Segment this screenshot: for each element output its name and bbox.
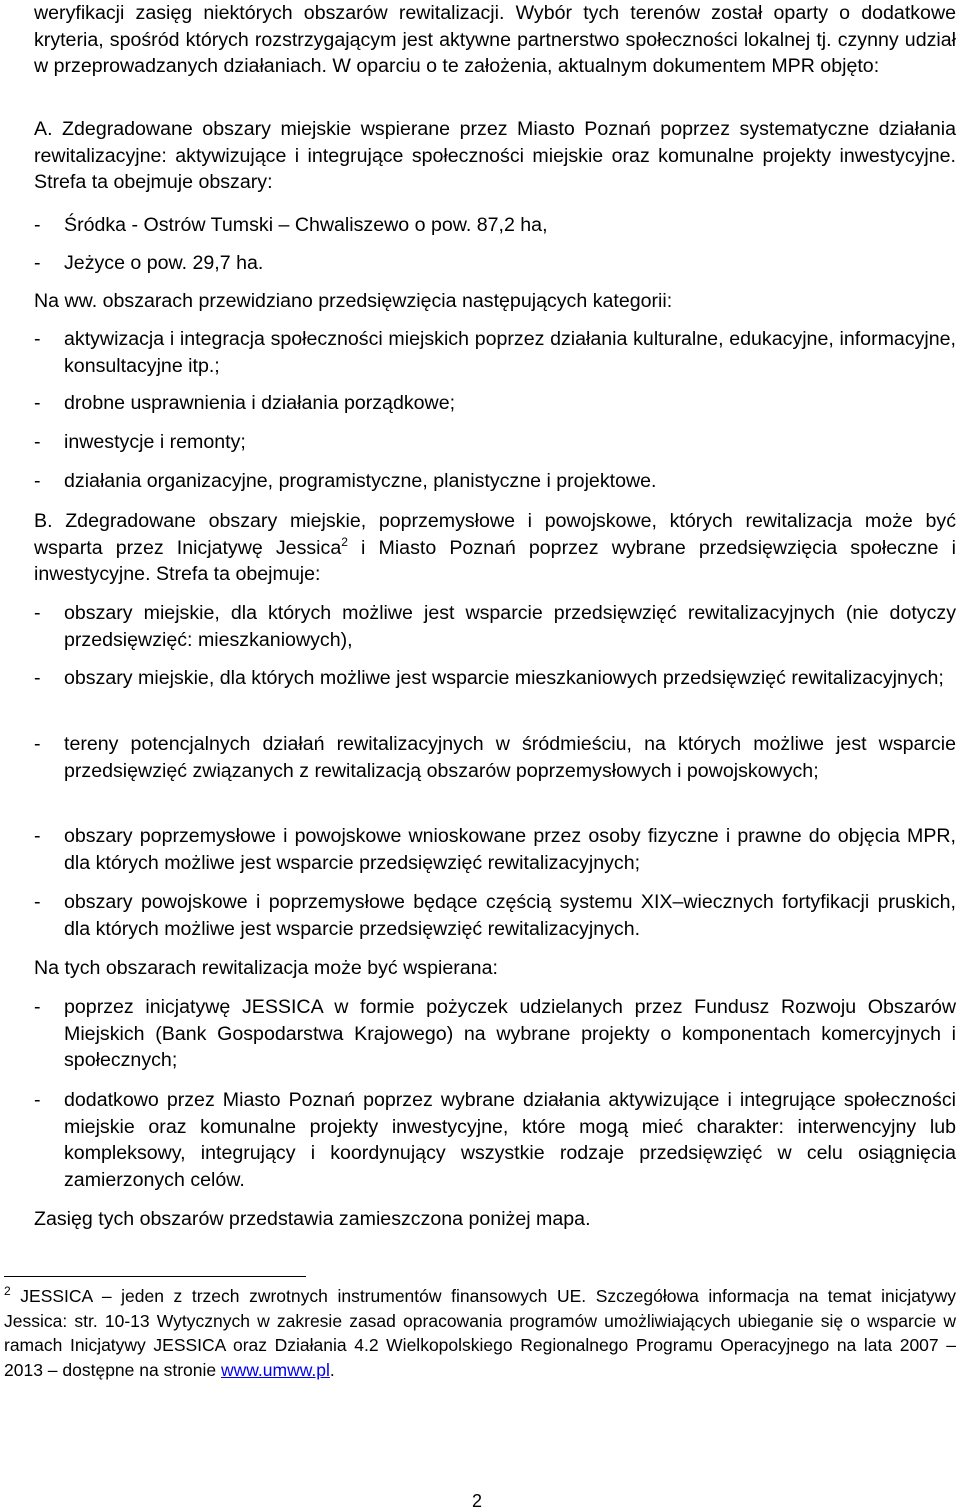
bullet-dash: - bbox=[34, 891, 41, 913]
bullet-dash: - bbox=[34, 214, 41, 236]
category-item: inwestycje i remonty; bbox=[64, 431, 246, 453]
categories-lead: Na ww. obszarach przewidziano przedsięwzięcia następujących kategorii: bbox=[34, 290, 673, 312]
bullet-dash: - bbox=[34, 825, 41, 847]
list-item bbox=[34, 1087, 956, 1193]
section-b-text: B. Zdegradowane obszary miejskie, poprzemysłowe i powojskowe, których rewitalizacja może być wsparta przez Inicjatywę Jessica bbox=[34, 510, 956, 559]
list-item bbox=[34, 250, 956, 277]
category-item: drobne usprawnienia i działania porządkowe; bbox=[64, 392, 456, 414]
list-item bbox=[34, 390, 956, 417]
list-item bbox=[34, 326, 956, 379]
footnote-number: 2 bbox=[4, 1284, 11, 1298]
bullet-dash: - bbox=[34, 1089, 41, 1111]
section-b-paragraph bbox=[34, 508, 956, 588]
footnote-reference: 2 bbox=[341, 534, 348, 549]
bullet-dash: - bbox=[34, 431, 41, 453]
bullet-dash: - bbox=[34, 602, 41, 624]
list-item bbox=[34, 731, 956, 784]
zone-item: obszary poprzemysłowe i powojskowe wnioskowane przez osoby fizyczne i prawne do objęcia MPR, dla których możliwe jest wsparcie przedsięwzięć rewitalizacyjnych; bbox=[64, 825, 956, 874]
page-number: 2 bbox=[472, 1491, 483, 1511]
category-item: działania organizacyjne, programistyczne, planistyczne i projektowe. bbox=[64, 470, 657, 492]
zone-item: tereny potencjalnych działań rewitalizacyjnych w śródmieściu, na których możliwe jest wsparcie przedsięwzięć związanych z rewitalizacją obszarów poprzemysłowych i powojskowych; bbox=[64, 733, 956, 782]
footnote-text: JESSICA – jeden z trzech zwrotnych instrumentów finansowych UE. Szczegółowa informacja na temat inicjatywy Jessica: str. 10-13 Wytycznych w zakresie zasad opracowania programów umożliwiających ubieganie się o wsparcie w ramach Inicjatywy JESSICA oraz Działania 4.2 Wielkopolskiego Regionalnego Programu Operacyjnego na lata 2007 – 2013 – dostępne na stronie bbox=[4, 1286, 956, 1380]
footnote-separator bbox=[4, 1276, 306, 1277]
list-item bbox=[34, 994, 956, 1074]
list-item bbox=[34, 600, 956, 653]
zone-item: obszary miejskie, dla których możliwe jest wsparcie mieszkaniowych przedsięwzięć rewitalizacyjnych; bbox=[64, 667, 944, 689]
list-item bbox=[34, 468, 956, 495]
list-item bbox=[34, 665, 956, 692]
bullet-dash: - bbox=[34, 470, 41, 492]
section-a-paragraph: A. Zdegradowane obszary miejskie wspierane przez Miasto Poznań poprzez systematyczne działania rewitalizacyjne: aktywizujące i integrujące społeczności miejskie oraz komunalne projekty inwestycyjne. Strefa ta obejmuje obszary: bbox=[34, 118, 956, 193]
support-lead: Na tych obszarach rewitalizacja może być wspierana: bbox=[34, 957, 498, 979]
bullet-dash: - bbox=[34, 328, 41, 350]
list-item bbox=[34, 212, 956, 239]
bullet-dash: - bbox=[34, 667, 41, 689]
footnote-link[interactable]: www.umww.pl bbox=[220, 1359, 330, 1380]
list-item bbox=[34, 889, 956, 942]
list-item bbox=[34, 823, 956, 876]
section-b-text-cont: i Miasto Poznań poprzez wybrane przedsięwzięcia społeczne i inwestycyjne. Strefa ta obejmuje: bbox=[34, 536, 956, 585]
list-item bbox=[34, 429, 956, 456]
area-item: Śródka - Ostrów Tumski – Chwaliszewo o pow. 87,2 ha, bbox=[64, 214, 548, 236]
footnote-end: . bbox=[329, 1359, 335, 1380]
bullet-dash: - bbox=[34, 392, 41, 414]
category-item: aktywizacja i integracja społeczności miejskich poprzez działania kulturalne, edukacyjne, informacyjne, konsultacyjne itp.; bbox=[64, 328, 956, 377]
bullet-dash: - bbox=[34, 252, 41, 274]
area-item: Jeżyce o pow. 29,7 ha. bbox=[64, 252, 264, 274]
closing-paragraph: Zasięg tych obszarów przedstawia zamieszczona poniżej mapa. bbox=[34, 1208, 591, 1230]
bullet-dash: - bbox=[34, 996, 41, 1018]
zone-item: obszary powojskowe i poprzemysłowe będące częścią systemu XIX–wiecznych fortyfikacji pruskich, dla których możliwe jest wsparcie przedsięwzięć rewitalizacyjnych. bbox=[64, 891, 956, 940]
support-item: poprzez inicjatywę JESSICA w formie pożyczek udzielanych przez Fundusz Rozwoju Obszarów Miejskich (Bank Gospodarstwa Krajowego) na wybrane projekty o komponentach komercyjnych i społecznych; bbox=[64, 996, 956, 1071]
intro-paragraph: weryfikacji zasięg niektórych obszarów rewitalizacji. Wybór tych terenów został oparty o dodatkowe kryteria, spośród których rozstrzygającym jest aktywne partnerstwo społeczności lokalnej tj. czynny udział w przeprowadzanych działaniach. W oparciu o te założenia, aktualnym dokumentem MPR objęto: bbox=[34, 2, 956, 77]
bullet-dash: - bbox=[34, 733, 41, 755]
support-item: dodatkowo przez Miasto Poznań poprzez wybrane działania aktywizujące i integrujące społeczności miejskie oraz komunalne projekty inwestycyjne, które mogą mieć charakter: interwencyjny lub kompleksowy, integrujący i koordynujący wszystkie rodzaje przedsięwzięć w celu osiągnięcia zamierzonych celów. bbox=[64, 1089, 956, 1191]
footnote bbox=[4, 1284, 956, 1382]
zone-item: obszary miejskie, dla których możliwe jest wsparcie przedsięwzięć rewitalizacyjnych (nie dotyczy przedsięwzięć: mieszkaniowych), bbox=[64, 602, 956, 651]
